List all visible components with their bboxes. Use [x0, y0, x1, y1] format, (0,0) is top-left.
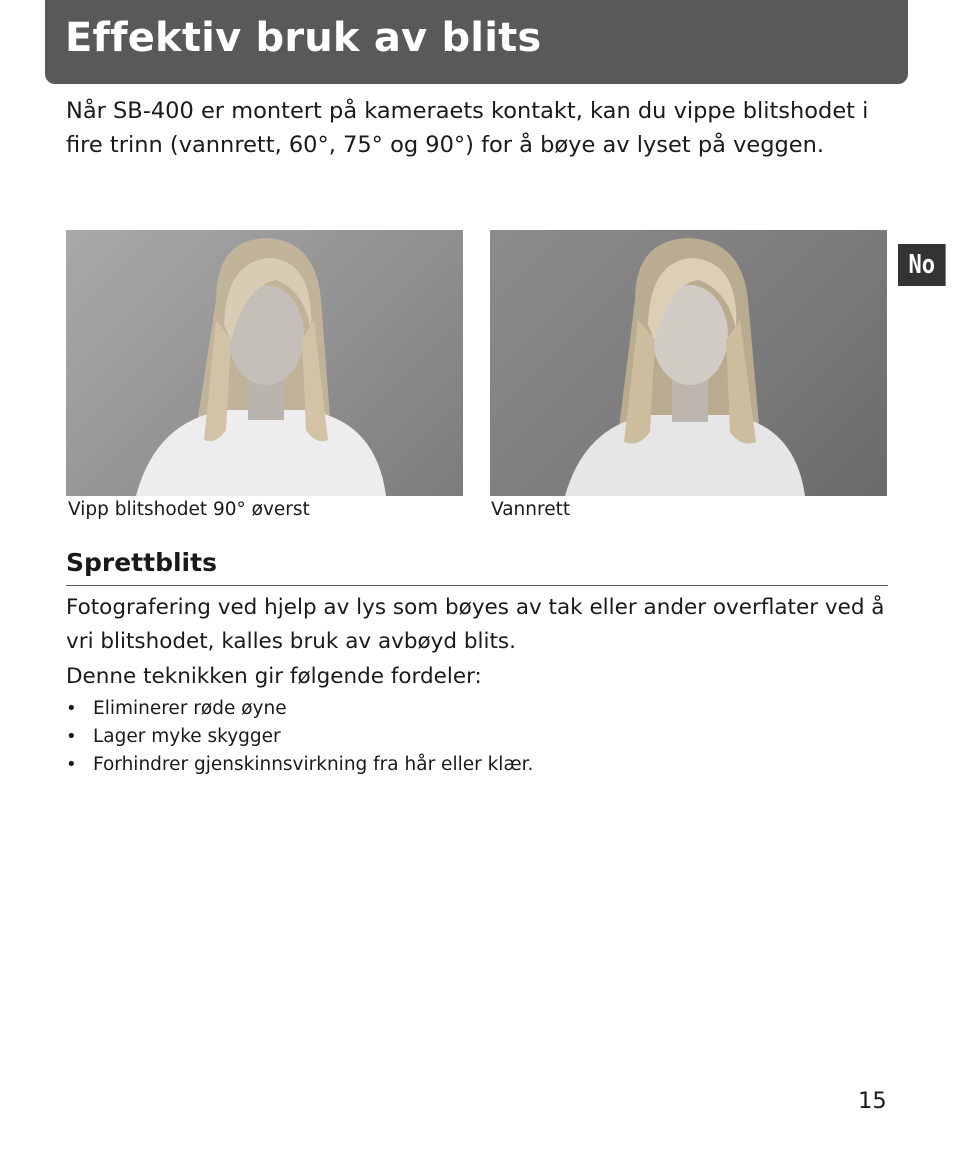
list-item-text: Eliminerer røde øyne: [93, 698, 287, 719]
portrait-illustration-right: [490, 230, 887, 496]
section-paragraph-2: Denne teknikken gir følgende fordeler:: [66, 664, 482, 689]
list-item: [66, 723, 533, 751]
photo-bounce-90: [66, 230, 463, 496]
benefits-list: [66, 695, 533, 779]
bullet-icon: •: [66, 754, 77, 775]
list-item: [66, 751, 533, 779]
section-paragraph-1: Fotografering ved hjelp av lys som bøyes av tak eller ander overflater ved å vri blitshodet, kalles bruk av avbøyd blits.: [66, 595, 885, 654]
bullet-icon: •: [66, 726, 77, 747]
photo-horizontal: [490, 230, 887, 496]
photo-caption-right: Vannrett: [491, 499, 571, 520]
list-item-text: Forhindrer gjenskinnsvirkning fra hår eller klær.: [93, 754, 534, 775]
list-item-text: Lager myke skygger: [93, 726, 281, 747]
intro-paragraph: Når SB-400 er montert på kameraets kontakt, kan du vippe blitshodet i fire trinn (vannrett, 60°, 75° og 90°) for å bøye av lyset på veggen.: [66, 98, 869, 158]
photo-caption-left: Vipp blitshodet 90° øverst: [68, 499, 310, 520]
language-tab: No: [898, 244, 946, 286]
bullet-icon: •: [66, 698, 77, 719]
portrait-illustration-left: [66, 230, 463, 496]
list-item: [66, 695, 533, 723]
section-divider: [66, 585, 888, 586]
page-number: 15: [858, 1088, 887, 1114]
section-heading: Sprettblits: [66, 548, 217, 577]
title-bar: [45, 0, 908, 84]
page-title: Effektiv bruk av blits: [65, 15, 542, 61]
